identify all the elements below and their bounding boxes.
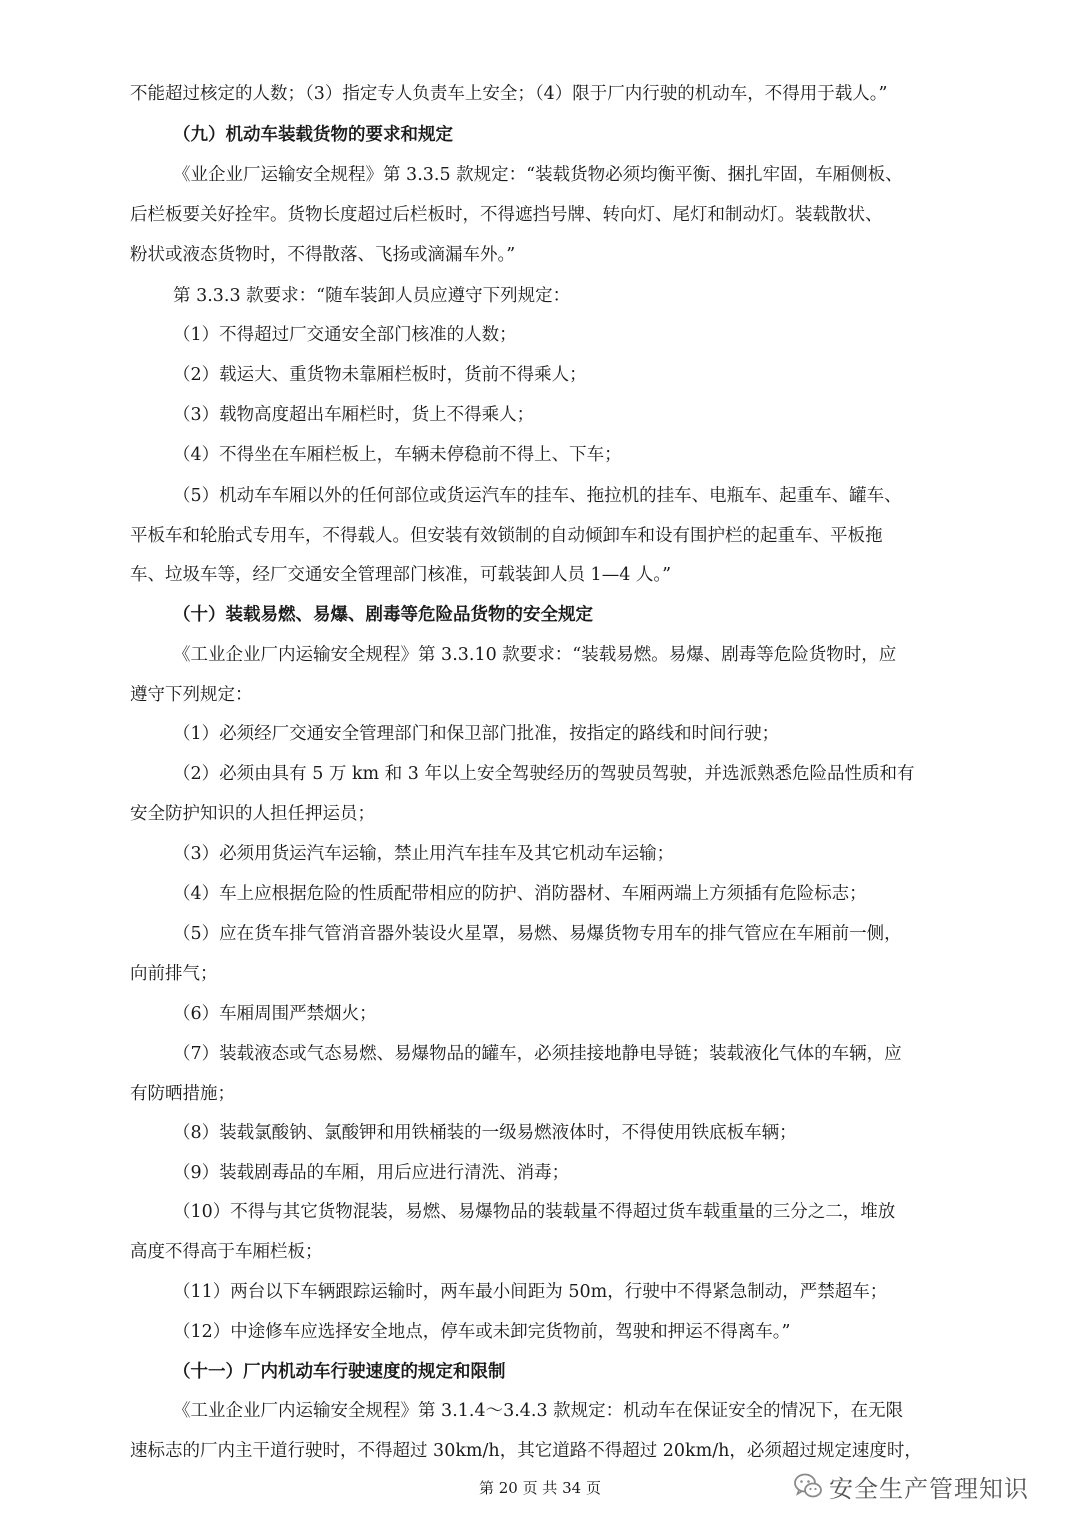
- list-item: （8）装载氯酸钠、氯酸钾和用铁桶装的一级易燃液体时，不得使用铁底板车辆；: [173, 1123, 797, 1143]
- watermark: [793, 1466, 1029, 1506]
- text-line: 不能超过核定的人数；（3）指定专人负责车上安全；（4）限于厂内行驶的机动车，不得用于载人。”: [130, 84, 888, 104]
- text-line: 粉状或液态货物时，不得散落、飞扬或滴漏车外。”: [130, 245, 516, 265]
- list-item: （3）必须用货运汽车运输，禁止用汽车挂车及其它机动车运输；: [173, 844, 675, 864]
- list-item: （2）载运大、重货物未靠厢栏板时，货前不得乘人；: [173, 365, 587, 385]
- text-line: 《工业企业厂内运输安全规程》第 3.3.10 款要求：“装载易燃。易爆、剧毒等危险货物时，应: [173, 645, 897, 665]
- list-item: （9）装载剧毒品的车厢，用后应进行清洗、消毒；: [173, 1163, 570, 1183]
- text-line: 遵守下列规定：: [130, 685, 253, 705]
- list-item: （4）不得坐在车厢栏板上，车辆未停稳前不得上、下车；: [173, 445, 622, 465]
- list-item: （5）机动车车厢以外的任何部位或货运汽车的挂车、拖拉机的挂车、电瓶车、起重车、罐车、: [173, 486, 902, 506]
- watermark-text: 安全生产管理知识: [829, 1474, 1029, 1503]
- list-item: （2）必须由具有 5 万 km 和 3 年以上安全驾驶经历的驾驶员驾驶，并选派熟悉危险品性质和有: [173, 764, 915, 784]
- text-line: 《业企业厂运输安全规程》第 3.3.5 款规定：“装载货物必须均衡平衡、捆扎牢固，车厢侧板、: [173, 165, 903, 185]
- text-line: 第 3.3.3 款要求：“随车装卸人员应遵守下列规定：: [173, 286, 571, 306]
- text-line: 安全防护知识的人担任押运员；: [130, 804, 375, 824]
- wechat-icon: [793, 1471, 823, 1501]
- list-item: （1）不得超过厂交通安全部门核准的人数；: [173, 325, 517, 345]
- list-item: （6）车厢周围严禁烟火；: [173, 1004, 377, 1024]
- page-number: 第 20 页 共 34 页: [478, 1479, 601, 1497]
- list-item: （3）载物高度超出车厢栏时，货上不得乘人；: [173, 405, 535, 425]
- section-heading: （十一）厂内机动车行驶速度的规定和限制: [173, 1362, 506, 1382]
- section-heading: （十）装载易燃、易爆、剧毒等危险品货物的安全规定: [173, 605, 593, 625]
- text-line: 平板车和轮胎式专用车，不得载人。但安装有效锁制的自动倾卸车和设有围护栏的起重车、平板拖: [130, 526, 883, 546]
- list-item: （7）装载液态或气态易燃、易爆物品的罐车，必须挂接地静电导链；装载液化气体的车辆，应: [173, 1044, 902, 1064]
- list-item: （5）应在货车排气管消音器外装设火星罩，易燃、易爆货物专用车的排气管应在车厢前一侧，: [173, 924, 902, 944]
- text-line: 速标志的厂内主干道行驶时，不得超过 30km/h，其它道路不得超过 20km/h，必须超过规定速度时，: [130, 1441, 922, 1461]
- list-item: （10）不得与其它货物混装，易燃、易爆物品的装载量不得超过货车载重量的三分之二，堆放: [173, 1202, 896, 1222]
- text-line: 《工业企业厂内运输安全规程》第 3.1.4～3.4.3 款规定：机动车在保证安全的情况下，在无限: [173, 1401, 904, 1421]
- list-item: （1）必须经厂交通安全管理部门和保卫部门批准，按指定的路线和时间行驶；: [173, 724, 780, 744]
- text-line: 有防晒措施；: [130, 1084, 235, 1104]
- list-item: （11）两台以下车辆跟踪运输时，两车最小间距为 50m，行驶中不得紧急制动，严禁超车；: [173, 1282, 888, 1302]
- text-line: 后栏板要关好拴牢。货物长度超过后栏板时，不得遮挡号牌、转向灯、尾灯和制动灯。装载散状、: [130, 205, 883, 225]
- text-line: 车、垃圾车等，经厂交通安全管理部门核准，可载装卸人员 1—4 人。”: [130, 565, 672, 585]
- text-line: 高度不得高于车厢栏板；: [130, 1242, 323, 1262]
- section-heading: （九）机动车装载货物的要求和规定: [173, 125, 453, 145]
- list-item: （4）车上应根据危险的性质配带相应的防护、消防器材、车厢两端上方须插有危险标志；: [173, 884, 867, 904]
- text-line: 向前排气；: [130, 964, 218, 984]
- list-item: （12）中途修车应选择安全地点，停车或未卸完货物前，驾驶和押运不得离车。”: [173, 1322, 791, 1342]
